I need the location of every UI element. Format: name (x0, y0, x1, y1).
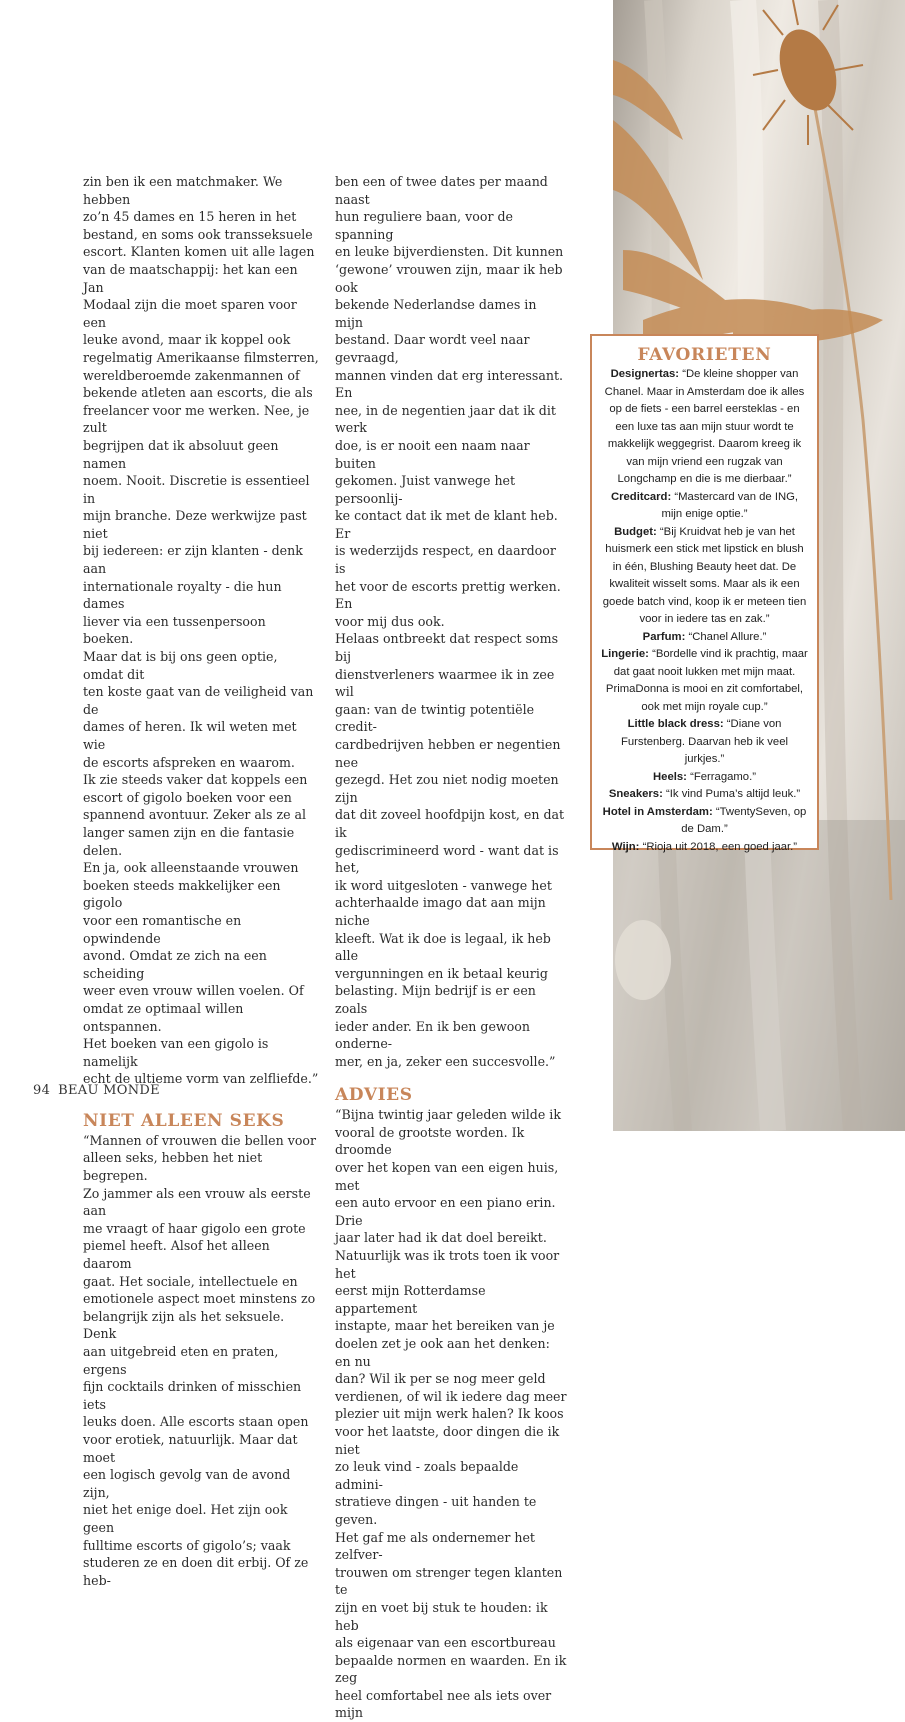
section-heading-niet-alleen-seks: NIET ALLEEN SEKS (83, 1110, 285, 1131)
favorites-title: FAVORIETEN (637, 345, 772, 365)
favorite-label: Little black dress: (627, 718, 724, 730)
favorite-item (600, 366, 809, 489)
favorite-item (600, 629, 809, 647)
favorite-text: “Bordelle vind ik prachtig, maar dat gaat nooit lukken met mijn maat. PrimaDonna is mooi en zit comfortabel, ook met mijn royale cup.” (605, 648, 808, 713)
article-column-1 (83, 173, 319, 1589)
favorite-item (600, 786, 809, 804)
favorite-label: Designertas: (610, 368, 680, 380)
favorite-item (600, 524, 809, 629)
body-paragraph: zin ben ik een matchmaker. We hebben zo’n 45 dames en 15 heren in het bestand, en soms ook transseksuele escort. Klanten komen uit alle lagen van de maatschappij: het kan een Jan Modaal zijn die moet sparen voor een leuke avond, maar ik koppel ook regelmatig Amerikaanse filmsterren, wereldberoemde zakenmannen of bekende atleten aan escorts, die als freelancer voor me werken. Nee, je zult begrijpen dat ik absoluut geen namen noem. Nooit. Discretie is essentieel in mijn branche. Deze werkwijze past niet bij iedereen: er zijn klanten - denk aan internationale royalty - die hun dames liever via een tussenpersoon boeken. Maar dat is bij ons geen optie, omdat dit ten koste gaat van de veiligheid van de dames of heren. Ik wil weten met wie de escorts afspreken en waarom. Ik zie steeds vaker dat koppels een escort of gigolo boeken voor een spannend avontuur. Zeker als ze al langer samen zijn en die fantasie delen. En ja, ook alleenstaande vrouwen boeken steeds makkelijker een gigolo voor een romantische en opwindende avond. Omdat ze zich na een scheiding weer even vrouw willen voelen. Of omdat ze optimaal willen ontspannen. Het boeken van een gigolo is namelijk echt de ultieme vorm van zelfliefde.” (83, 174, 319, 1087)
section-heading-advies: ADVIES (335, 1085, 413, 1106)
favorite-text: “Ferragamo.” (690, 770, 756, 783)
favorite-label: Parfum: (642, 630, 686, 643)
favorite-label: Heels: (653, 770, 687, 783)
favorite-text: “TwentySeven, op de Dam.” (681, 805, 807, 835)
favorite-label: Sneakers: (608, 788, 663, 800)
favorites-box (590, 334, 819, 853)
favorite-item (600, 489, 809, 524)
article-column-2 (335, 173, 567, 1722)
favorite-text: “Chanel Allure.” (688, 630, 767, 643)
favorite-label: Budget: (614, 525, 657, 538)
favorite-item (600, 769, 809, 787)
favorite-text: “Diane von Furstenberg. Daarvan heb ik veel jurkjes.” (620, 718, 789, 765)
magazine-name: BEAU MONDE (58, 1083, 160, 1098)
favorite-item (600, 716, 809, 769)
favorite-item (600, 839, 809, 857)
favorite-text: “Ik vind Puma’s altijd leuk.” (666, 788, 801, 800)
favorite-item (600, 804, 809, 839)
body-paragraph: “Bijna twintig jaar geleden wilde ik vooral de grootste worden. Ik droomde over het kopen van een eigen huis, met een auto ervoor en een piano erin. Drie jaar later had ik dat doel bereikt. Natuurlijk was ik trots toen ik voor het eerst mijn Rotterdamse appartement instapte, maar het bereiken van je doelen zet je ook aan het denken: en nu dan? Wil ik per se nog meer geld verdienen, of wil ik iedere dag meer plezier uit mijn werk halen? Ik koos voor het laatste, door dingen die ik niet zo leuk vind - zoals bepaalde admini- stratieve dingen - uit handen te geven. Het gaf me als ondernemer het zelfver- trouwen om strenger tegen klanten te zijn en voet bij stuk te houden: ik heb als eigenaar van een escortbureau bepaalde normen en waarden. En ik zeg heel comfortabel nee als iets over mijn (335, 1107, 567, 1721)
favorite-label: Wijn: (611, 840, 640, 853)
favorite-text: “De kleine shopper van Chanel. Maar in Amsterdam doe ik alles op de fiets - een barrel eersteklas - en een luxe tas aan mijn stuur wordt te makkelijk weggegrist. Daarom kreeg ik van mijn vriend een rugzak van Longchamp en die is me dierbaar.” (604, 368, 805, 485)
favorite-text: “Rioja uit 2018, een goed jaar.” (642, 840, 798, 853)
favorite-label: Lingerie: (601, 648, 649, 660)
page-footer (33, 1083, 168, 1098)
body-paragraph: ben een of twee dates per maand naast hun reguliere baan, voor de spanning en leuke bijverdiensten. Dit kunnen ‘gewone’ vrouwen zijn, maar ik heb ook bekende Nederlandse dames in mijn bestand. Daar wordt veel naar gevraagd, mannen vinden dat erg interessant. En nee, in de negentien jaar dat ik dit werk doe, is er nooit een naam naar buiten gekomen. Juist vanwege het persoonlij- ke contact dat ik met de klant heb. Er is wederzijds respect, en daardoor is het voor de escorts prettig werken. En voor mij dus ook. Helaas ontbreekt dat respect soms bij dienstverleners waarmee ik in zee wil gaan: van de twintig potentiële credit- cardbedrijven hebben er negentien nee gezegd. Het zou niet nodig moeten zijn dat dit zoveel hoofdpijn kost, en dat ik gediscrimineerd word - want dat is het, ik word uitgesloten - vanwege het achterhaalde imago dat aan mijn niche kleeft. Wat ik doe is legaal, ik heb alle vergunningen en ik betaal keurig belasting. Mijn bedrijf is er een zoals ieder ander. En ik ben gewoon onderne- mer, en ja, zeker een succesvolle.” (335, 174, 565, 1069)
favorite-item (600, 646, 809, 716)
favorite-label: Creditcard: (610, 490, 672, 503)
favorite-text: “Bij Kruidvat heb je van het huismerk een stick met lipstick en blush in één, Blushing Beauty heet dat. De kwaliteit wisselt soms. Maar als ik een goede batch vind, koop ik er meteen tien voor in iedere tas en zak.” (602, 525, 807, 625)
body-paragraph: “Mannen of vrouwen die bellen voor alleen seks, hebben het niet begrepen. Zo jammer als een vrouw als eerste aan me vraagt of haar gigolo een grote piemel heeft. Alsof het alleen daarom gaat. Het sociale, intellectuele en emotionele aspect moet minstens zo belangrijk zijn als het seksuele. Denk aan uitgebreid eten en praten, ergens fijn cocktails drinken of misschien iets leuks doen. Alle escorts staan open voor erotiek, natuurlijk. Maar dat moet een logisch gevolg van de avond zijn, niet het enige doel. Het zijn ook geen fulltime escorts of gigolo’s; vaak studeren ze en doen dit erbij. Of ze heb- (83, 1132, 317, 1588)
favorite-label: Hotel in Amsterdam: (602, 805, 713, 818)
page-number: 94 (33, 1083, 51, 1098)
favorite-text: “Mastercard van de ING, mijn enige optie.” (661, 490, 799, 520)
